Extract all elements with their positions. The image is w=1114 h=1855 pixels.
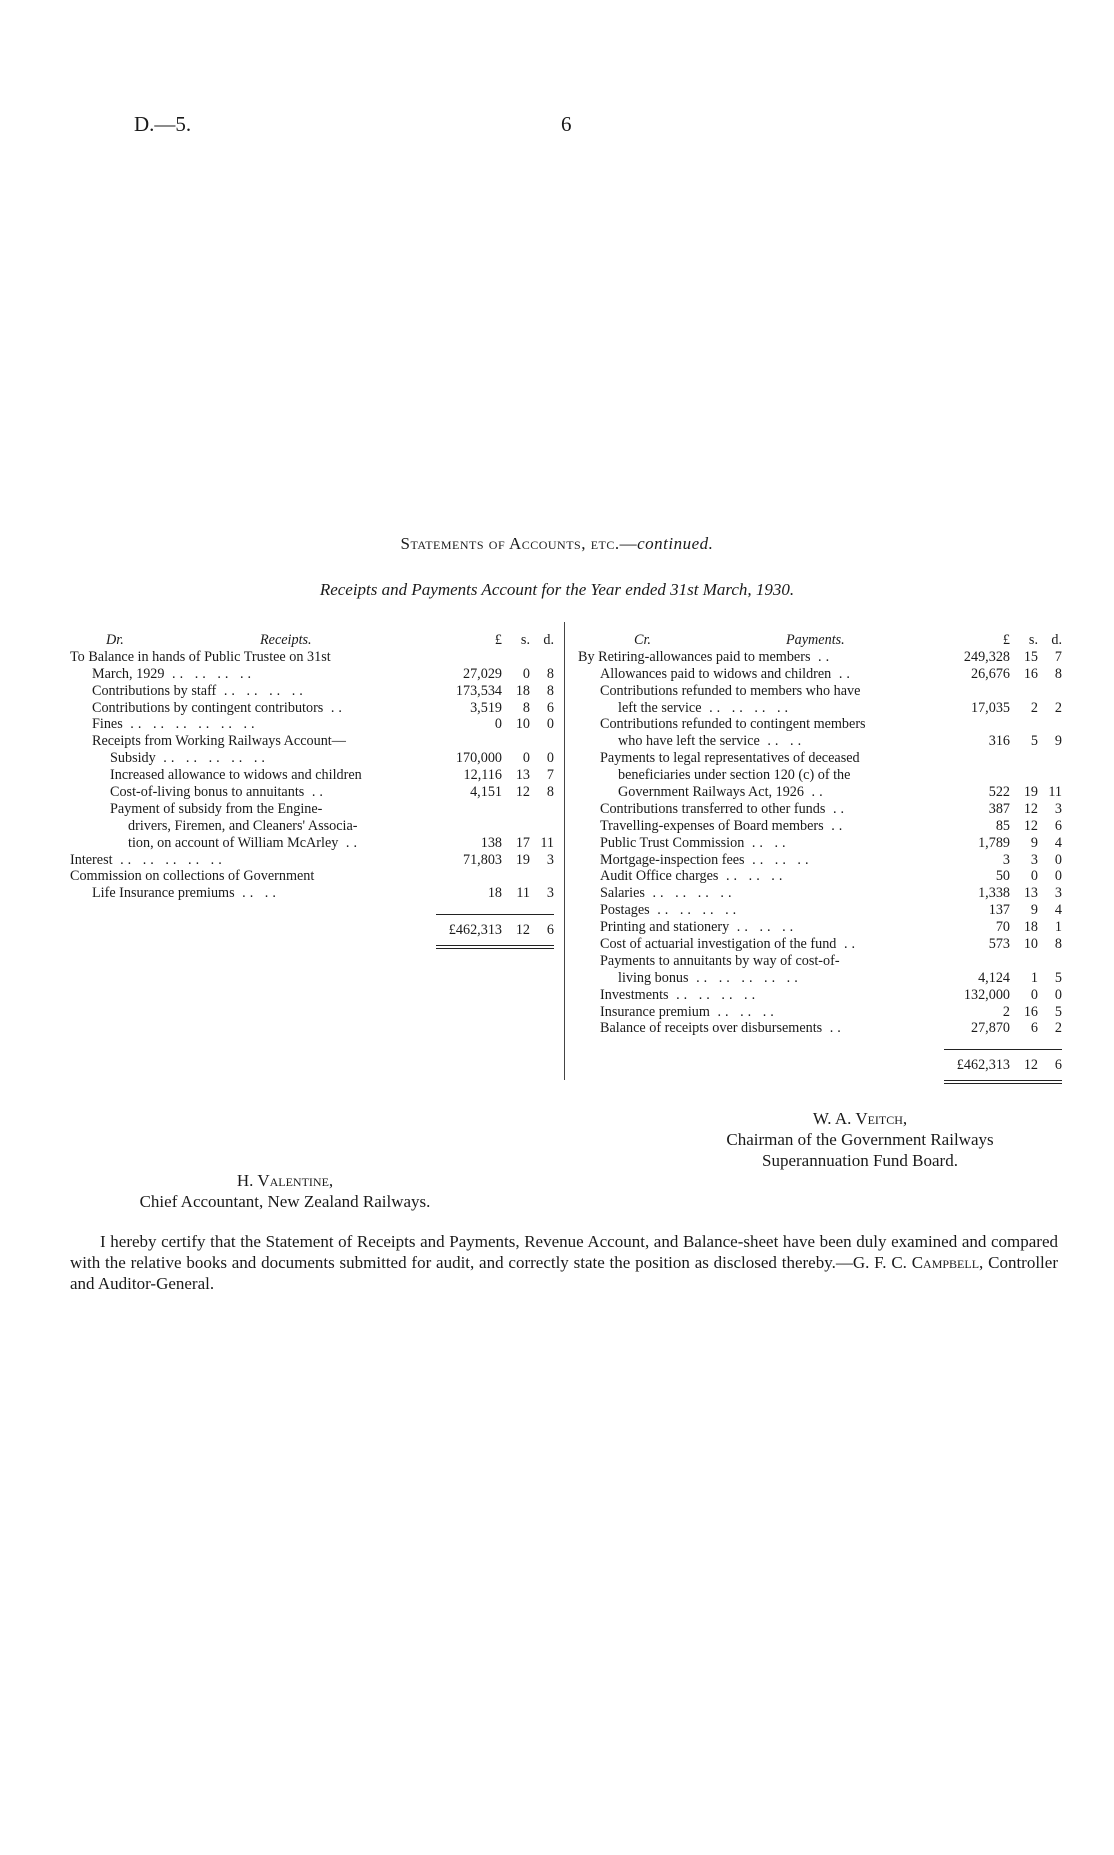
row-pence: 2 [1054,1020,1062,1037]
payments-column [578,632,1064,1084]
row-label-text: Audit Office charges [600,868,719,885]
row-pounds: 70 [995,919,1010,936]
row-pounds: 71,803 [462,851,502,868]
account-row [578,902,1064,919]
section-title-main: Statements of Accounts, etc.— [400,534,638,553]
total-double-rule-1 [436,945,554,946]
row-pence: 3 [546,851,554,868]
row-pence: 0 [546,750,554,767]
row-pounds: 1,338 [978,885,1010,902]
row-label-text: Investments [600,986,669,1003]
row-pence: 1 [1054,919,1062,936]
account-row [578,666,1064,683]
row-shillings: 12 [1023,817,1038,834]
row-shillings: 10 [1023,936,1038,953]
row-label [600,852,943,869]
row-label-text: Public Trust Commission [600,834,745,851]
row-shillings: 11 [516,885,530,902]
account-row [70,649,560,666]
account-row [578,970,1064,987]
row-pence: 3 [546,885,554,902]
row-label [70,868,425,885]
receipts-heading: Receipts. [260,632,312,648]
row-pence: 6 [546,699,554,716]
row-shillings: 0 [1030,868,1038,885]
account-row [70,683,560,700]
row-label [600,801,943,818]
row-pounds: 173,534 [455,682,502,699]
row-pounds: 0 [494,716,502,733]
row-pounds: 17,035 [970,699,1010,716]
row-pounds: 27,029 [462,665,502,682]
account-row [70,852,560,869]
row-shillings: 0 [522,665,530,682]
row-pence: 6 [1054,817,1062,834]
accountant-signature [70,1170,500,1212]
row-shillings: 18 [1023,919,1038,936]
leader-dots: .. .. .. .. .. [688,969,802,986]
row-label [600,1004,943,1021]
row-label-text: Commission on collections of Government [70,868,315,885]
row-label-text: Payment of subsidy from the Engine- [110,800,323,817]
row-label [70,852,425,869]
row-label-text: Balance of receipts over disbursements [600,1020,823,1037]
pence-header: d. [543,632,554,648]
row-shillings: 12 [515,784,530,801]
row-label [128,818,425,835]
account-row [70,767,560,784]
row-shillings: 8 [522,699,530,716]
payments-total-row [578,1057,1064,1074]
leader-dots: .. [803,784,827,801]
account-row [70,835,560,852]
document-reference: D.—5. [134,112,192,136]
row-label [110,784,425,801]
row-label-text: Printing and stationery [600,919,730,936]
row-shillings: 9 [1030,902,1038,919]
row-label-text: Payments to legal representatives of deceased [600,750,860,767]
section-title [0,534,1114,554]
row-pounds: 249,328 [963,648,1010,665]
leader-dots: .. .. .. .. [668,986,760,1003]
row-shillings: 17 [515,834,530,851]
row-label-text: Contributions transferred to other funds [600,800,826,817]
row-pence: 8 [546,784,554,801]
column-divider [564,622,565,1080]
row-shillings: 16 [1023,665,1038,682]
row-shillings: 0 [522,750,530,767]
account-row [578,953,1064,970]
payments-rows [578,649,1064,1037]
row-label [110,750,425,767]
row-label-text: Payments to annuitants by way of cost-of- [600,952,840,969]
leader-dots: .. [810,648,834,665]
row-pence: 0 [546,716,554,733]
leader-dots: .. .. .. .. [216,682,307,699]
row-label-text: left the service [618,699,702,716]
row-shillings: 19 [1023,784,1038,801]
auditor-name: G. F. C. Campbell, [852,1253,984,1272]
chairman-signature [650,1108,1070,1171]
total-double-rule-2 [944,1083,1062,1084]
row-label [600,1020,943,1037]
row-pence: 2 [1054,699,1062,716]
row-pounds: 12,116 [463,767,502,784]
receipts-total-row [70,922,560,939]
account-row [70,733,560,750]
auditor-title: Controller and Auditor-General. [70,1253,1058,1293]
row-pence: 7 [1054,648,1062,665]
page-number: 6 [561,112,572,136]
row-shillings: 16 [1023,1003,1038,1020]
row-label-text: who have left the service [618,733,760,750]
account-row [70,716,560,733]
row-label [600,919,943,936]
leader-dots: .. .. .. [744,851,813,868]
row-label-text: Life Insurance premiums [92,885,235,902]
row-pence: 11 [1048,784,1062,801]
account-row [578,801,1064,818]
row-pounds: 137 [988,902,1010,919]
dr-label: Dr. [106,632,124,648]
account-row [578,700,1064,717]
payments-total-pence: 6 [1054,1057,1062,1074]
account-row [578,716,1064,733]
row-label-text: Contributions refunded to contingent members [600,716,866,733]
payments-total-shillings: 12 [1023,1057,1038,1074]
account-row [578,868,1064,885]
row-label-text: Subsidy [110,750,156,767]
row-label-text: Fines [92,716,123,733]
chairman-name: W. A. Veitch, [812,1109,908,1128]
row-pounds: 387 [988,800,1010,817]
account-row [70,666,560,683]
payments-heading: Payments. [786,632,845,648]
row-label-text: Cost of actuarial investigation of the fund [600,936,837,953]
account-row [70,700,560,717]
total-rule-top [436,914,554,915]
row-pence: 4 [1054,834,1062,851]
row-label [92,885,425,902]
pounds-header: £ [494,632,502,648]
row-label-text: Salaries [600,885,645,902]
row-label [70,649,425,666]
row-shillings: 13 [515,767,530,784]
row-pence: 8 [1054,936,1062,953]
row-shillings: 12 [1023,800,1038,817]
row-label [92,666,425,683]
account-row [578,784,1064,801]
account-row [578,1004,1064,1021]
row-label-text: living bonus [618,969,689,986]
row-label [600,868,943,885]
row-label [128,835,425,852]
leader-dots: .. [304,784,327,801]
account-row [578,936,1064,953]
row-pence: 9 [1054,733,1062,750]
row-pence: 0 [1054,868,1062,885]
leader-dots: .. .. [744,834,790,851]
row-label [600,716,943,733]
row-label [618,733,943,750]
row-label-text: Increased allowance to widows and children [110,767,362,784]
row-pence: 8 [1054,665,1062,682]
row-pounds: 27,870 [970,1020,1010,1037]
row-pounds: 573 [988,936,1010,953]
shillings-header: s. [520,632,530,648]
row-label-text: drivers, Firemen, and Cleaners' Associa- [128,817,358,834]
account-row [578,733,1064,750]
account-row [578,767,1064,784]
row-pence: 3 [1054,800,1062,817]
account-row [70,818,560,835]
row-label [618,700,943,717]
row-label [618,970,943,987]
row-label-text: Travelling-expenses of Board members [600,817,824,834]
row-label-text: To Balance in hands of Public Trustee on 31st [70,648,331,665]
row-pence: 8 [546,665,554,682]
row-label [618,784,943,801]
row-pounds: 522 [988,784,1010,801]
row-label [600,902,943,919]
leader-dots: .. .. [759,733,806,750]
leader-dots: .. [822,1020,845,1037]
row-shillings: 3 [1030,851,1038,868]
row-label [92,700,425,717]
row-label-text: Contributions by contingent contributors [92,699,324,716]
leader-dots: .. .. .. [729,919,798,936]
row-label-text: beneficiaries under section 120 (c) of the [618,767,851,784]
row-pence: 3 [1054,885,1062,902]
leader-dots: .. .. .. .. [701,699,793,716]
row-label [618,767,943,784]
account-row [578,750,1064,767]
account-row [578,852,1064,869]
row-pounds: 4,124 [978,969,1010,986]
chairman-title-1: Chairman of the Government Railways [726,1130,994,1149]
row-pounds: 50 [995,868,1010,885]
row-label [578,649,943,666]
row-label-text: March, 1929 [92,665,165,682]
leader-dots: .. [836,936,860,953]
receipts-header-row [70,632,560,649]
account-row [578,835,1064,852]
chairman-title-2: Superannuation Fund Board. [762,1151,958,1170]
row-pence: 4 [1054,902,1062,919]
row-pounds: 138 [480,834,502,851]
row-shillings: 18 [515,682,530,699]
leader-dots: .. .. .. .. [649,902,741,919]
leader-dots: .. [823,817,847,834]
leader-dots: .. .. .. [718,868,787,885]
row-pence: 5 [1054,1003,1062,1020]
row-shillings: 19 [515,851,530,868]
row-label-text: Receipts from Working Railways Account— [92,733,346,750]
row-pounds: 2 [1002,1003,1010,1020]
row-label [600,936,943,953]
receipts-rows [70,649,560,902]
row-pounds: 26,676 [970,665,1010,682]
row-label [600,953,943,970]
row-label [600,987,943,1004]
total-rule-top [944,1049,1062,1050]
cr-label: Cr. [634,632,651,648]
row-shillings: 6 [1030,1020,1038,1037]
row-label-text: Interest [70,851,113,868]
account-row [70,868,560,885]
leader-dots: .. [323,699,346,716]
leader-dots: .. .. .. .. .. [112,851,226,868]
row-pence: 5 [1054,969,1062,986]
row-label [600,683,943,700]
receipts-total-shillings: 12 [515,922,530,939]
total-double-rule-2 [436,948,554,949]
row-pounds: 3 [1002,851,1010,868]
row-pence: 0 [1054,986,1062,1003]
row-shillings: 13 [1023,885,1038,902]
account-row [578,885,1064,902]
row-label [92,733,425,750]
row-shillings: 15 [1023,648,1038,665]
accountant-name: H. Valentine, [236,1171,334,1190]
leader-dots: .. [831,665,854,682]
account-row [70,750,560,767]
row-pounds: 316 [988,733,1010,750]
row-shillings: 2 [1030,699,1038,716]
row-label-text: Cost-of-living bonus to annuitants [110,784,305,801]
row-pounds: 3,519 [470,699,502,716]
row-label-text: Government Railways Act, 1926 [618,784,804,801]
accountant-title: Chief Accountant, New Zealand Railways. [139,1192,431,1211]
row-pounds: 170,000 [455,750,502,767]
account-row [70,784,560,801]
row-label-text: Contributions refunded to members who have [600,682,861,699]
row-pence: 8 [546,682,554,699]
row-label-text: Postages [600,902,650,919]
shillings-header: s. [1028,632,1038,648]
receipts-total-pence: 6 [546,922,554,939]
row-shillings: 0 [1030,986,1038,1003]
row-pence: 11 [540,834,554,851]
leader-dots: .. [338,834,361,851]
row-pounds: 4,151 [470,784,502,801]
row-label [600,750,943,767]
leader-dots: .. [825,800,849,817]
row-shillings: 10 [515,716,530,733]
row-pounds: 132,000 [963,986,1010,1003]
receipts-column [70,632,560,949]
row-pounds: 1,789 [978,834,1010,851]
row-shillings: 1 [1030,969,1038,986]
row-label [110,801,425,818]
pounds-header: £ [1002,632,1010,648]
account-row [578,1020,1064,1037]
row-label-text: Insurance premium [600,1003,710,1020]
row-label [600,666,943,683]
account-row [70,885,560,902]
pence-header: d. [1051,632,1062,648]
payments-total-pounds: £462,313 [956,1057,1010,1074]
row-label-text: By Retiring-allowances paid to members [578,648,811,665]
leader-dots: .. .. .. [709,1003,778,1020]
account-row [578,987,1064,1004]
row-label-text: Mortgage-inspection fees [600,851,745,868]
total-double-rule-1 [944,1080,1062,1081]
account-row [70,801,560,818]
leader-dots: .. .. .. .. [164,665,256,682]
account-row [578,818,1064,835]
account-row [578,649,1064,666]
row-label-text: Contributions by staff [92,682,217,699]
account-row [578,683,1064,700]
row-label [110,767,425,784]
row-shillings: 9 [1030,834,1038,851]
leader-dots: .. .. [234,885,280,902]
row-label [600,818,943,835]
account-row [578,919,1064,936]
section-title-continued: continued. [637,534,714,553]
leader-dots: .. .. .. .. [644,885,736,902]
row-label [600,835,943,852]
row-label-text: Allowances paid to widows and children [600,665,832,682]
row-label [92,716,425,733]
row-pence: 0 [1054,851,1062,868]
row-pounds: 85 [995,817,1010,834]
payments-header-row [578,632,1064,649]
row-label [92,683,425,700]
row-shillings: 5 [1030,733,1038,750]
receipts-total-pounds: £462,313 [448,922,502,939]
row-label [600,885,943,902]
row-pounds: 18 [487,885,502,902]
leader-dots: .. .. .. .. .. .. [122,716,259,733]
account-subtitle: Receipts and Payments Account for the Year ended 31st March, 1930. [319,580,795,599]
certificate-text: I hereby certify that the Statement of Receipts and Payments, Revenue Account, and Balance-sheet have been duly examined and compared with the relative books and documents submitted for audit, and correctly state the position as disclosed thereby.— [70,1232,1058,1272]
row-label-text: tion, on account of William McArley [128,834,339,851]
audit-certificate [70,1231,1058,1294]
leader-dots: .. .. .. .. .. [155,750,269,767]
row-pence: 7 [546,767,554,784]
